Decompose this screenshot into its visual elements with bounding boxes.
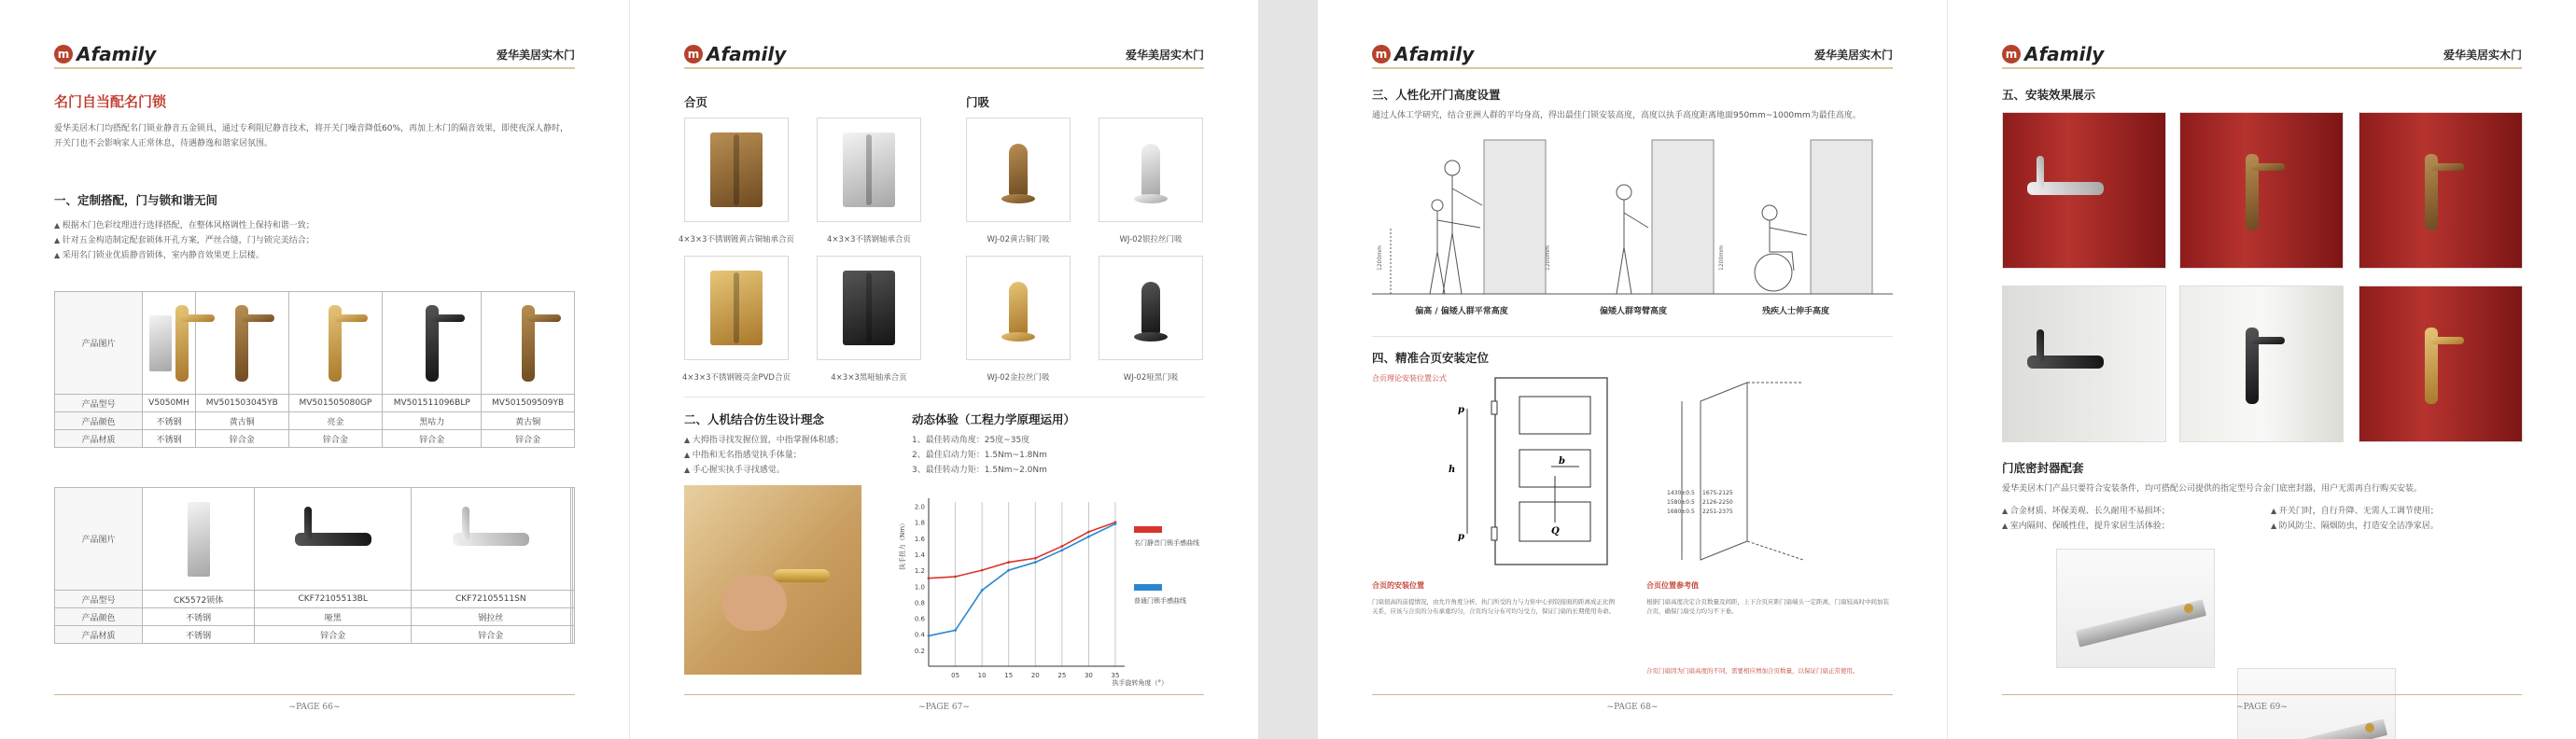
bullet-item: ▲ 合金材质、坏保美观、长久耐用不易损坏；: [2002, 504, 2282, 519]
hinge-icon: [710, 132, 763, 207]
install-photo: [2179, 286, 2344, 442]
y-tick-label: 0.8: [914, 599, 925, 607]
logo-mark-icon: m: [54, 45, 73, 63]
x-tick-label: 10: [977, 672, 987, 679]
table-cell: CKF72105511SN: [412, 591, 570, 608]
row-label: 产品颜色: [55, 412, 143, 430]
logo-mark-icon: m: [2002, 45, 2021, 63]
table-cell: 不锈钢: [143, 430, 196, 448]
door-stop-image: [1099, 118, 1203, 222]
brand-name: 爱华美居实木门: [1125, 48, 1204, 62]
data-point: [981, 569, 984, 572]
section-heading: 二、人机结合仿生设计理念: [684, 412, 825, 426]
y-tick-label: 1.4: [914, 551, 925, 559]
table-cell: 亮金: [288, 412, 383, 430]
y-tick-label: 2.0: [914, 503, 925, 511]
table-value: 1430±0.5: [1667, 490, 1695, 496]
logo-mark-icon: m: [1372, 45, 1391, 63]
table-cell: 锌合金: [412, 626, 570, 644]
row-label: 产品图片: [55, 292, 143, 395]
seal-product-photo: [2056, 549, 2215, 668]
install-photo: [2002, 286, 2166, 442]
legend-swatch: [1134, 584, 1162, 591]
product-image: [572, 488, 574, 591]
lever-handle-icon: [235, 305, 248, 382]
table-cell: MV501503045YB: [195, 395, 288, 412]
hinge-caption: 4×3×3不锈钢轴承合页: [827, 235, 911, 244]
data-point: [1114, 523, 1117, 525]
bullet-item: ▲ 防风防尘、隔烟防虫，打造安全洁净家居。: [2271, 519, 2532, 534]
row-label: 产品型号: [55, 395, 143, 412]
divider: [1372, 336, 1893, 337]
table-cell: 不锈钢: [143, 608, 255, 626]
page-title: 名门自当配名门锁: [54, 93, 167, 110]
section-heading: 五、安装效果展示: [2002, 88, 2096, 102]
product-image: [195, 292, 288, 395]
table-cell: 黑咕力: [383, 412, 482, 430]
x-tick-label: 20: [1030, 672, 1040, 679]
hinge-caption: 4×3×3不锈钢镀亮金PVD合页: [682, 373, 791, 383]
table-cell: [572, 626, 574, 644]
door-stop-image: [966, 118, 1071, 222]
data-point: [1087, 536, 1090, 538]
height-diagram: [1372, 131, 1893, 327]
person-icon: [1617, 200, 1648, 294]
seal-bullet-list: [2002, 504, 2282, 534]
left-spread: [0, 0, 1258, 739]
table-cell: 锌合金: [288, 430, 383, 448]
lever-handle-icon: [2246, 154, 2259, 230]
x-tick-label: 05: [951, 672, 960, 679]
data-point: [1087, 531, 1090, 534]
bullet-item: ▲ 大拇指寻找发握位置，中指掌握体积感；: [684, 433, 908, 448]
data-point: [1060, 545, 1063, 548]
table-cell: 黄古铜: [195, 412, 288, 430]
hinge-icon: [710, 271, 763, 345]
intro-text: 爱华美居木门均搭配名门锁业静音五金锁具，通过专利阻尼静音技术，将开关门噪音降低60%，再加上木门的隔音效果，即使夜深人静时，开关门也不会影响家人正常休息，待遇静逸和谐家居氛围。: [54, 124, 569, 148]
install-photo: [2359, 112, 2523, 269]
brand-name: 爱华美居实木门: [2443, 48, 2522, 62]
brand-logo: m Afamily: [54, 43, 156, 65]
table-cell: MV501511096BLP: [383, 395, 482, 412]
data-point: [1007, 569, 1010, 572]
door-stop-icon: [1009, 144, 1028, 196]
data-point: [928, 577, 931, 579]
data-point: [954, 576, 957, 579]
table-cell: CK5572锁体: [143, 591, 255, 608]
data-point: [928, 634, 931, 637]
brand-name: 爱华美居实木门: [496, 48, 575, 62]
red-note: 合页门扇因为门扇高度的不同，需要相应增加合页数量，以保证门扇正常使用。: [1646, 667, 1859, 675]
row-label: 产品型号: [55, 591, 143, 608]
dynamic-list: [912, 433, 1047, 478]
product-image: [288, 292, 383, 395]
hand-grip-photo: [684, 485, 861, 675]
table-cell: 黄古铜: [482, 412, 575, 430]
formula-var: p: [1458, 532, 1464, 542]
person-icon: [1443, 175, 1482, 294]
data-point: [1060, 549, 1063, 551]
list-item: 3、最佳转动力矩：1.5Nm~2.0Nm: [912, 466, 1047, 475]
dimension-label: 1200mm: [1718, 245, 1725, 271]
table-cell: V5050MH: [143, 395, 196, 412]
door-panel: [1484, 140, 1546, 294]
table-cell: 锌合金: [383, 430, 482, 448]
bullet-item: ▲ 针对五金构造制定配套锁体开孔方案，严丝合缝，门与锁完美结合；: [54, 233, 575, 248]
seal-heading: 门底密封器配套: [2002, 461, 2084, 475]
install-photo: [2179, 112, 2344, 269]
data-point: [1034, 557, 1037, 560]
table-value: 1680±0.5: [1667, 509, 1695, 515]
hinge-formula-diagram: [1430, 373, 1617, 574]
dynamic-heading: 动态体验（工程力学原理运用）: [912, 412, 1076, 426]
legend-label: 普通门锁手感曲线: [1134, 597, 1186, 605]
lever-handle-icon: [2425, 154, 2438, 230]
table-cell: [572, 591, 574, 608]
intro-text: 通过人体工学研究，结合亚洲人群的平均身高，得出最佳门锁安装高度，高度以执手高度距离地面950mm~1000mm为最佳高度。: [1372, 111, 1861, 120]
hinge-image: [684, 256, 789, 360]
brand-logo: m Afamily: [684, 43, 786, 65]
page-number: ~PAGE 66~: [288, 703, 341, 712]
lever-handle-icon: [522, 305, 535, 382]
list-item: 2、最佳启动力矩：1.5Nm~1.8Nm: [912, 451, 1047, 460]
table-cell: 不锈钢: [143, 412, 196, 430]
lever-handle-icon: [295, 533, 371, 546]
y-tick-label: 1.8: [914, 519, 925, 527]
table-cell: 锌合金: [482, 430, 575, 448]
table-value: 2251-2375: [1702, 509, 1733, 515]
page-footer: [684, 694, 1204, 713]
door-stop-icon: [1009, 282, 1028, 334]
install-photo: [2359, 286, 2523, 442]
lock-body-icon: [188, 502, 210, 577]
table-cell: [572, 608, 574, 626]
hinge-icon: [843, 132, 895, 207]
dimension-label: 1200mm: [1545, 245, 1551, 271]
door-frame-diagram: [1663, 373, 1897, 574]
wheelchair-icon: [1755, 254, 1792, 291]
wheelchair-user-icon: [1770, 220, 1807, 271]
figure-caption: 偏矮人群弯臂高度: [1599, 307, 1668, 316]
hinge-icon: [1491, 527, 1497, 540]
data-point: [954, 629, 957, 632]
product-image: [412, 488, 570, 591]
table-cell: 不锈钢: [143, 626, 255, 644]
product-image: [143, 488, 255, 591]
x-tick-label: 15: [1004, 672, 1014, 679]
bullet-item: ▲ 室内隔间、保暖性佳，提升家居生活体验；: [2002, 519, 2282, 534]
bullet-item: ▲ 中指和无名指感觉执手体量；: [684, 448, 908, 463]
door-frame: [1701, 383, 1747, 560]
person-icon: [1445, 160, 1460, 175]
x-axis-label: 执手旋转角度（°）: [1112, 679, 1168, 686]
row-label: 产品颜色: [55, 608, 143, 626]
seal-bullet-list: [2271, 504, 2532, 534]
figure-caption: 残疾人士伸手高度: [1761, 307, 1830, 316]
page-69: [1947, 0, 2576, 739]
page-footer: [2002, 694, 2522, 713]
page-header: [1372, 41, 1893, 69]
formula-var: p: [1458, 405, 1464, 415]
section-heading: 一、定制搭配，门与锁和谐无间: [54, 193, 218, 207]
subsection-title: 合页位置参考值: [1646, 581, 1699, 590]
row-label: 产品材质: [55, 626, 143, 644]
hinge-icon: [1491, 401, 1497, 414]
data-point: [1034, 561, 1037, 564]
subsection-text: 门扇很高的前提情况，由允许角度分析，执门所受的力与力矩中心到铰接面的距离成正比例关系，应该与合页的分布承重均匀，合页均匀分布可均匀受力，保证门扇的长期使用寿命。: [1372, 598, 1615, 615]
hinge-heading: 合页: [684, 95, 708, 109]
lever-handle-icon: [2027, 182, 2104, 195]
door-panel: [1652, 140, 1714, 294]
brand-name: 爱华美居实木门: [1813, 48, 1893, 62]
bullet-item: ▲ 开关门时，自行升降、无需人工调节使用；: [2271, 504, 2532, 519]
list-item: 1、最佳转动角度：25度~35度: [912, 436, 1030, 445]
table-cell: 锌合金: [255, 626, 412, 644]
section-heading: 四、精准合页安装定位: [1372, 351, 1490, 365]
y-tick-label: 1.6: [914, 535, 925, 543]
page-header: [2002, 41, 2522, 69]
formula-var: b: [1559, 456, 1565, 467]
y-tick-label: 1.2: [914, 567, 925, 576]
bullet-item: ▲ 采用名门锁业优质静音锁体，室内静音效果更上层楼。: [54, 248, 575, 263]
y-tick-label: 1.0: [914, 583, 925, 592]
table-cell: 钢拉丝: [412, 608, 570, 626]
torque-chart: [895, 485, 1222, 686]
bullet-item: ▲ 手心握实执手寻找感觉。: [684, 463, 908, 478]
x-tick-label: 35: [1111, 672, 1120, 679]
page-header: [54, 41, 575, 69]
lever-handle-icon: [2027, 356, 2104, 369]
page-footer: [54, 694, 575, 713]
formula-title: 合页理论安装位置公式: [1372, 374, 1447, 383]
x-tick-label: 30: [1084, 672, 1093, 679]
hinge-caption: 4×3×3不锈钢镀黄古铜轴承合页: [679, 235, 794, 244]
y-axis-label: 执手扭力（Nm）: [899, 519, 906, 571]
page-number: ~PAGE 68~: [1606, 703, 1659, 712]
hinge-image: [817, 118, 921, 222]
door-stop-caption: WJ-02银拉丝门吸: [1119, 235, 1183, 244]
lever-handle-icon: [453, 533, 529, 546]
seal-intro: 爱华美居木门产品只要符合安装条件，均可搭配公司提供的指定型号合金门底密封器，用户无需再自行购买安装。: [2002, 484, 2423, 494]
door-stop-icon: [1141, 144, 1160, 196]
table-cell: CKF72105513BL: [255, 591, 412, 608]
bullet-list: [684, 433, 908, 478]
table-cell: MV501509509YB: [482, 395, 575, 412]
product-image: [143, 292, 196, 395]
door-stop-caption: WJ-02黄古铜门吸: [987, 235, 1050, 244]
page-67: [629, 0, 1258, 739]
person-icon: [1617, 185, 1631, 200]
section-heading: 三、人性化开门高度设置: [1372, 88, 1501, 102]
legend-swatch: [1134, 526, 1162, 533]
hand-icon: [721, 575, 787, 631]
door-frame: [1747, 383, 1803, 560]
formula-var: h: [1449, 465, 1456, 475]
row-label: 产品图片: [55, 488, 143, 591]
door-stop-caption: WJ-02金拉丝门吸: [987, 373, 1050, 383]
page-footer: [1372, 694, 1893, 713]
page-68: [1318, 0, 1947, 739]
table-cell: MV501505080GP: [288, 395, 383, 412]
lever-handle-icon: [329, 305, 342, 382]
page-66: [0, 0, 629, 739]
bullet-list: [54, 218, 575, 263]
page-header: [684, 41, 1204, 69]
door-panel: [1811, 140, 1872, 294]
hinge-image: [684, 118, 789, 222]
hinge-icon: [843, 271, 895, 345]
lever-handle-icon: [175, 305, 189, 382]
table-value: 1580±0.5: [1667, 499, 1695, 506]
brand-logo: m Afamily: [1372, 43, 1474, 65]
spec-table-2: [54, 487, 575, 644]
row-label: 产品材质: [55, 430, 143, 448]
product-image: [482, 292, 575, 395]
table-value: 2126-2250: [1702, 499, 1733, 506]
x-tick-label: 25: [1057, 672, 1067, 679]
lever-handle-icon: [2425, 328, 2438, 404]
child-icon: [1432, 200, 1443, 211]
subsection-text: 根据门扇高度决定合页数量及间距，上下合页应距门扇端头一定距离，门扇较高时中间加装合页，确保门扇受力均匀不下垂。: [1646, 598, 1889, 615]
wheelchair-user-icon: [1762, 205, 1777, 220]
hinge-image: [817, 256, 921, 360]
door-stop-caption: WJ-02哑黑门吸: [1123, 373, 1179, 383]
series-line: [929, 523, 1115, 579]
table-cell: 哑黑: [255, 608, 412, 626]
table-cell: 锌合金: [195, 430, 288, 448]
bullet-item: ▲ 根据木门色彩纹理进行选择搭配，在整体风格调性上保持和谐一致；: [54, 218, 575, 233]
y-tick-label: 0.2: [914, 647, 925, 655]
door-stop-icon: [1141, 282, 1160, 334]
product-image: [255, 488, 412, 591]
data-point: [1007, 561, 1010, 564]
install-photo: [2002, 112, 2166, 269]
figure-caption: 偏高 / 偏矮人群平常高度: [1415, 307, 1508, 316]
lever-handle-icon: [2246, 328, 2259, 404]
y-tick-label: 0.6: [914, 615, 925, 623]
y-tick-label: 0.4: [914, 631, 925, 639]
logo-mark-icon: m: [684, 45, 703, 63]
page-number: ~PAGE 69~: [2236, 703, 2288, 712]
hinge-caption: 4×3×3黑哑轴承合页: [831, 373, 907, 383]
lever-handle-icon: [774, 569, 830, 582]
spec-table-1: [54, 291, 575, 448]
dimension-label: 1200mm: [1377, 245, 1383, 271]
formula-var: Q: [1551, 526, 1560, 537]
right-spread: [1318, 0, 2576, 739]
door-stop-heading: 门吸: [966, 95, 990, 109]
door-stop-image: [1099, 256, 1203, 360]
door-panel: [1519, 397, 1590, 434]
product-image: [383, 292, 482, 395]
page-number: ~PAGE 67~: [918, 703, 970, 712]
series-line: [929, 523, 1115, 635]
data-point: [981, 589, 984, 592]
brand-logo: m Afamily: [2002, 43, 2104, 65]
lever-handle-icon: [426, 305, 439, 382]
lock-body-icon: [149, 315, 172, 371]
table-value: 1675-2125: [1702, 490, 1733, 496]
subsection-title: 合页的安装位置: [1372, 581, 1424, 590]
door-stop-image: [966, 256, 1071, 360]
legend-label: 名门静音门锁手感曲线: [1134, 539, 1199, 547]
